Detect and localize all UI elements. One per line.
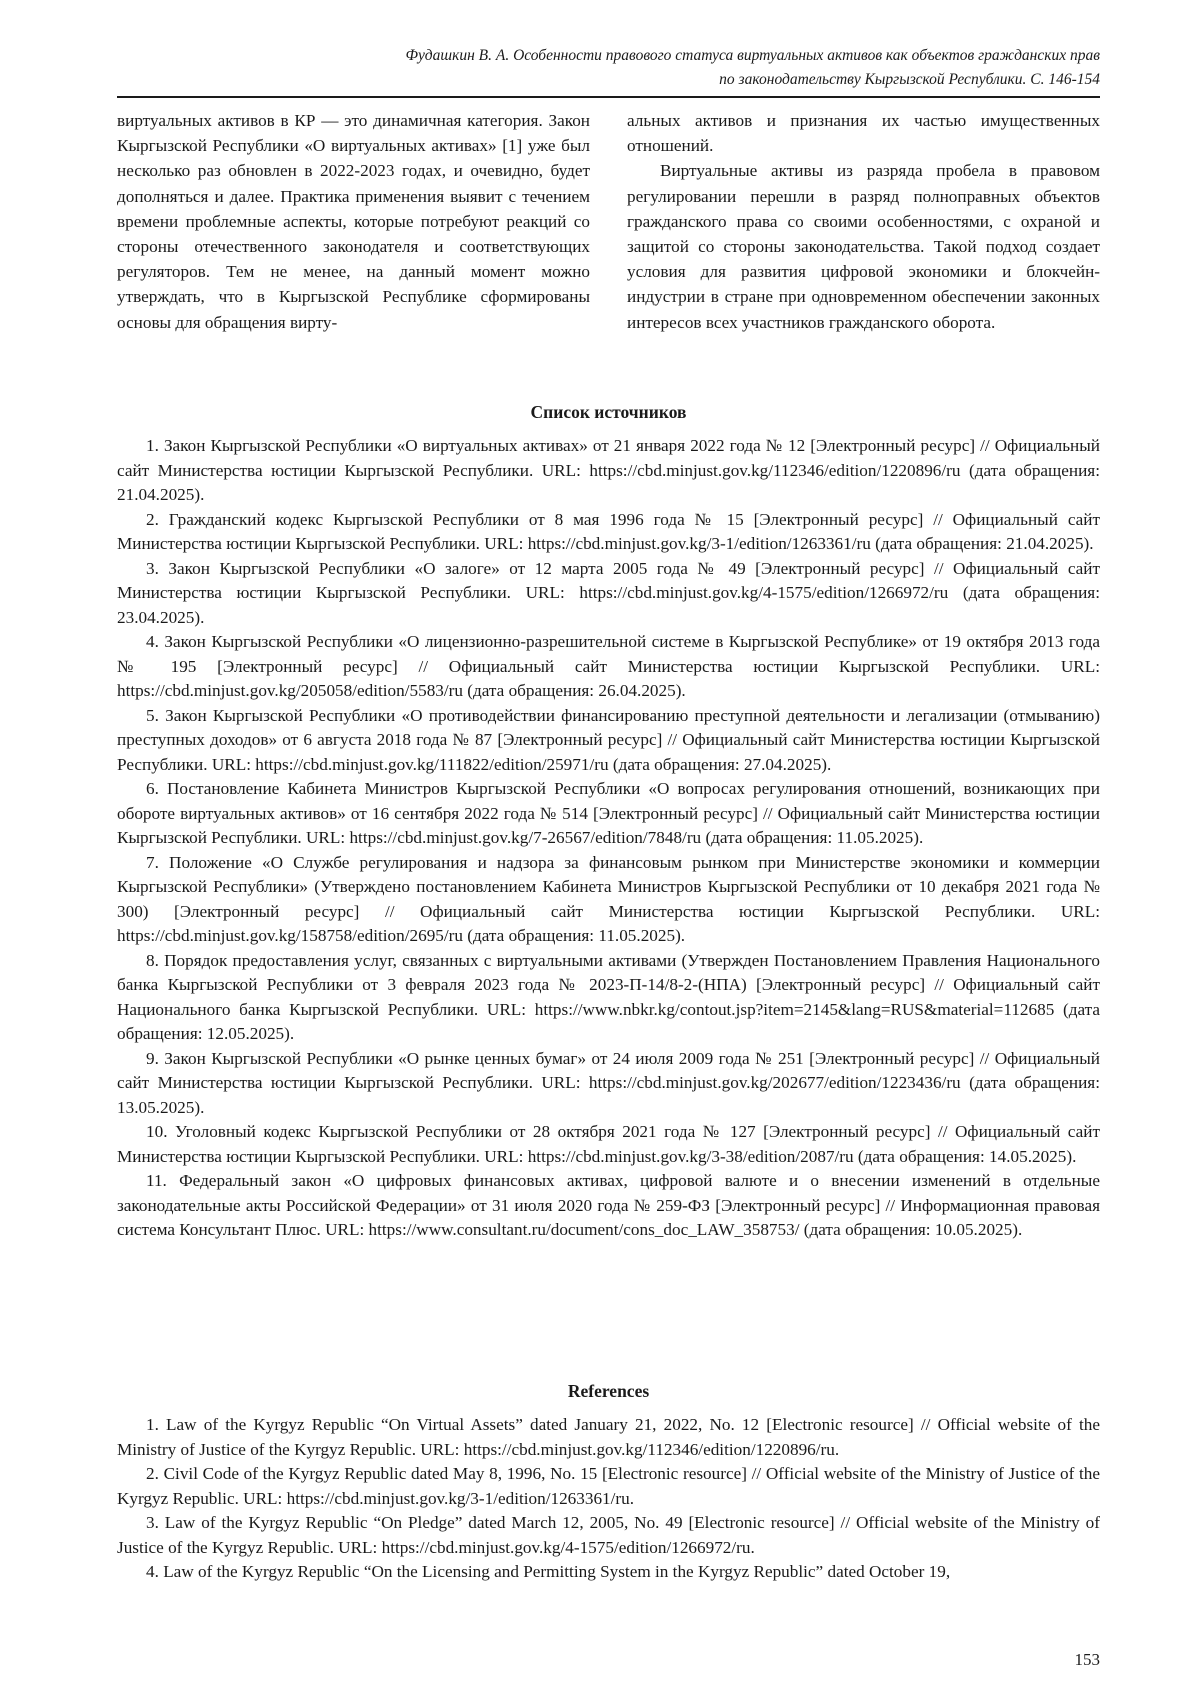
running-header-line-2: по законодательству Кыргызской Республики. С. 146-154: [117, 68, 1100, 92]
document-page: [0, 0, 1200, 1697]
reference-item: 2. Civil Code of the Kyrgyz Republic dated May 8, 1996, No. 15 [Electronic resource] // Official website of the Ministry of Justice of the Kyrgyz Republic. URL: https://cbd.minjust.gov.kg/3-1/edition/1263361/ru.: [117, 1462, 1100, 1511]
reference-item: 4. Law of the Kyrgyz Republic “On the Licensing and Permitting System in the Kyrgyz Republic” dated October 19,: [117, 1560, 1100, 1585]
left-column: [117, 108, 590, 335]
source-item: 11. Федеральный закон «О цифровых финансовых активах, цифровой валюте и о внесении изменений в отдельные законодательные акты Российской Федерации» от 31 июля 2020 года № 259-ФЗ [Электронный ресурс] // Информационная правовая система Консультант Плюс. URL: https://www.consultant.ru/document/cons_doc_LAW_358753/ (дата обращения: 10.05.2025).: [117, 1169, 1100, 1243]
source-item: 8. Порядок предоставления услуг, связанных с виртуальными активами (Утвержден Постановлением Правления Национального банка Кыргызской Республики от 3 февраля 2023 года № 2023-П-14/8-2-(НПА) [Электронный ресурс] // Официальный сайт Национального банка Кыргызской Республики. URL: https://www.nbkr.kg/contout.jsp?item=2145&lang=RUS&material=112685 (дата обращения: 12.05.2025).: [117, 949, 1100, 1047]
sources-heading: Список источников: [117, 402, 1100, 423]
references-heading: References: [117, 1381, 1100, 1402]
source-item: 3. Закон Кыргызской Республики «О залоге» от 12 марта 2005 года № 49 [Электронный ресурс] // Официальный сайт Министерства юстиции Кыргызской Республики. URL: https://cbd.minjust.gov.kg/4-1575/edition/1266972/ru (дата обращения: 23.04.2025).: [117, 557, 1100, 631]
source-item: 6. Постановление Кабинета Министров Кыргызской Республики «О вопросах регулирования отношений, возникающих при обороте виртуальных активов» от 16 сентября 2022 года № 514 [Электронный ресурс] // Официальный сайт Министерства юстиции Кыргызской Республики. URL: https://cbd.minjust.gov.kg/7-26567/edition/7848/ru (дата обращения: 11.05.2025).: [117, 777, 1100, 851]
running-header: [117, 44, 1100, 92]
reference-item: 3. Law of the Kyrgyz Republic “On Pledge” dated March 12, 2005, No. 49 [Electronic resource] // Official website of the Ministry of Justice of the Kyrgyz Republic. URL: https://cbd.minjust.gov.kg/4-1575/edition/1266972/ru.: [117, 1511, 1100, 1560]
source-item: 10. Уголовный кодекс Кыргызской Республики от 28 октября 2021 года № 127 [Электронный ресурс] // Официальный сайт Министерства юстиции Кыргызской Республики. URL: https://cbd.minjust.gov.kg/3-38/edition/2087/ru (дата обращения: 14.05.2025).: [117, 1120, 1100, 1169]
right-column-paragraph-1: альных активов и признания их частью имущественных отношений.: [627, 108, 1100, 158]
right-column: [627, 108, 1100, 335]
running-header-line-1: Фудашкин В. А. Особенности правового статуса виртуальных активов как объектов гражданских прав: [117, 44, 1100, 68]
source-item: 5. Закон Кыргызской Республики «О противодействии финансированию преступной деятельности и легализации (отмыванию) преступных доходов» от 6 августа 2018 года № 87 [Электронный ресурс] // Официальный сайт Министерства юстиции Кыргызской Республики. URL: https://cbd.minjust.gov.kg/111822/edition/25971/ru (дата обращения: 27.04.2025).: [117, 704, 1100, 778]
source-item: 4. Закон Кыргызской Республики «О лицензионно-разрешительной системе в Кыргызской Республике» от 19 октября 2013 года № 195 [Электронный ресурс] // Официальный сайт Министерства юстиции Кыргызской Республики. URL: https://cbd.minjust.gov.kg/205058/edition/5583/ru (дата обращения: 26.04.2025).: [117, 630, 1100, 704]
header-rule: [117, 96, 1100, 98]
body-columns: [117, 108, 1100, 335]
page-number: 153: [1075, 1650, 1101, 1670]
source-item: 2. Гражданский кодекс Кыргызской Республики от 8 мая 1996 года № 15 [Электронный ресурс] // Официальный сайт Министерства юстиции Кыргызской Республики. URL: https://cbd.minjust.gov.kg/3-1/edition/1263361/ru (дата обращения: 21.04.2025).: [117, 508, 1100, 557]
sources-list: [117, 434, 1100, 1243]
reference-item: 1. Law of the Kyrgyz Republic “On Virtual Assets” dated January 21, 2022, No. 12 [Electronic resource] // Official website of the Ministry of Justice of the Kyrgyz Republic. URL: https://cbd.minjust.gov.kg/112346/edition/1220896/ru.: [117, 1413, 1100, 1462]
source-item: 7. Положение «О Службе регулирования и надзора за финансовым рынком при Министерстве экономики и коммерции Кыргызской Республики» (Утверждено постановлением Кабинета Министров Кыргызской Республики от 10 декабря 2021 года № 300) [Электронный ресурс] // Официальный сайт Министерства юстиции Кыргызской Республики. URL: https://cbd.minjust.gov.kg/158758/edition/2695/ru (дата обращения: 11.05.2025).: [117, 851, 1100, 949]
source-item: 9. Закон Кыргызской Республики «О рынке ценных бумаг» от 24 июля 2009 года № 251 [Электронный ресурс] // Официальный сайт Министерства юстиции Кыргызской Республики. URL: https://cbd.minjust.gov.kg/202677/edition/1223436/ru (дата обращения: 13.05.2025).: [117, 1047, 1100, 1121]
left-column-paragraph: виртуальных активов в КР — это динамичная категория. Закон Кыргызской Республики «О виртуальных активах» [1] уже был несколько раз обновлен в 2022-2023 годах, и очевидно, будет дополняться и далее. Практика применения выявит с течением времени проблемные аспекты, которые потребуют реакций со стороны отечественного законодателя и соответствующих регуляторов. Тем не менее, на данный момент можно утверждать, что в Кыргызской Республике сформированы основы для обращения вирту-: [117, 108, 590, 335]
references-list: [117, 1413, 1100, 1585]
right-column-paragraph-2: Виртуальные активы из разряда пробела в правовом регулировании перешли в разряд полноправных объектов гражданского права со своими особенностями, с охраной и защитой со стороны законодательства. Такой подход создает условия для развития цифровой экономики и блокчейн-индустрии в стране при одновременном обеспечении законных интересов всех участников гражданского оборота.: [627, 158, 1100, 334]
source-item: 1. Закон Кыргызской Республики «О виртуальных активах» от 21 января 2022 года № 12 [Электронный ресурс] // Официальный сайт Министерства юстиции Кыргызской Республики. URL: https://cbd.minjust.gov.kg/112346/edition/1220896/ru (дата обращения: 21.04.2025).: [117, 434, 1100, 508]
